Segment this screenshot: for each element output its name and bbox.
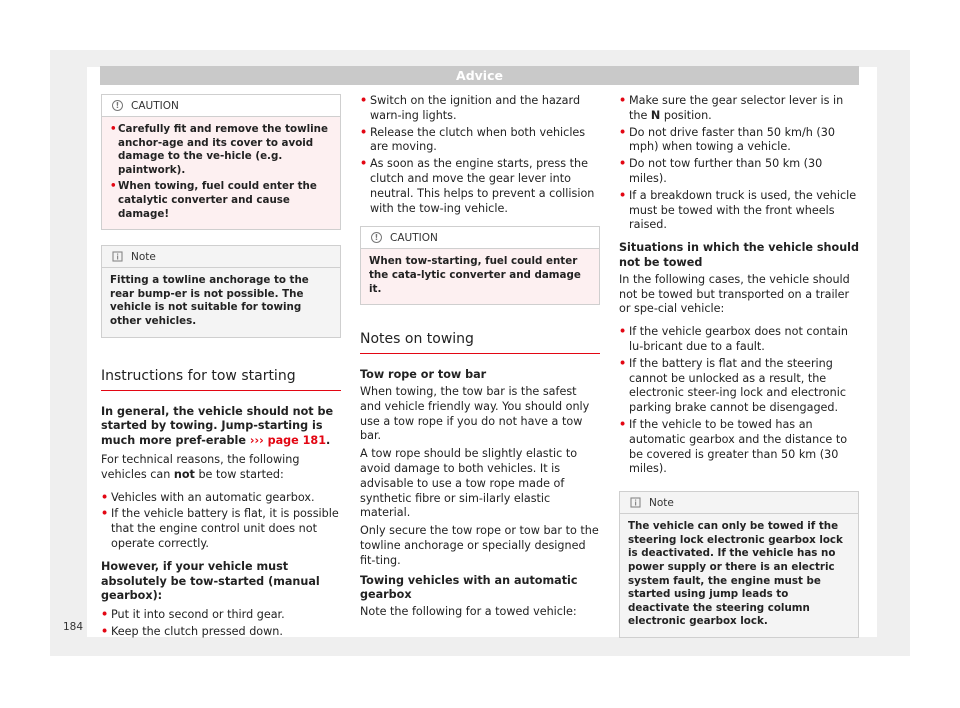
- subheading: Tow rope or tow bar: [360, 368, 487, 382]
- paragraph: When towing, the tow bar is the safest and vehicle friendly way. You should only use a tow rope if you do not have a tow bar.: [360, 384, 590, 443]
- caution-label: CAUTION: [390, 231, 438, 244]
- list-item: • If the vehicle gearbox does not contain lu-bricant due to a fault.: [619, 325, 859, 355]
- caution-label: CAUTION: [131, 99, 179, 112]
- list-item: • Vehicles with an automatic gearbox.: [101, 491, 341, 506]
- list-item: • If a breakdown truck is used, the vehicle must be towed with the front wheels raised.: [619, 189, 859, 233]
- page-header: Advice: [100, 66, 859, 85]
- list-item: • Switch on the ignition and the hazard warn-ing lights.: [360, 94, 600, 124]
- caution-body: [102, 117, 340, 229]
- note-box: [619, 491, 859, 638]
- subheading: Situations in which the vehicle should not be towed: [619, 241, 860, 269]
- tech-paragraph: [101, 453, 341, 483]
- note-header: [620, 492, 858, 514]
- list-item: • As soon as the engine starts, press the clutch and move the gear lever into neutral. This helps to prevent a collision with the tow-ing vehicle.: [360, 157, 600, 216]
- paragraph: Note the following for a towed vehicle:: [360, 605, 577, 619]
- list-item: • Put it into second or third gear.: [101, 608, 341, 623]
- note-label: Note: [649, 496, 674, 509]
- caution-body: [361, 249, 599, 304]
- list-item: • Do not drive faster than 50 km/h (30 mph) when towing a vehicle.: [619, 126, 859, 156]
- note-box: [101, 245, 341, 337]
- list-item: • Keep the clutch pressed down.: [101, 625, 341, 640]
- caution-item: • Carefully fit and remove the towline anchor-age and its cover to avoid damage to the ve-hicle (e.g. paintwork).: [110, 123, 332, 177]
- section-title: Instructions for tow starting: [101, 368, 341, 391]
- caution-header: [102, 95, 340, 117]
- note-icon: [112, 251, 123, 262]
- intro-end: .: [326, 434, 331, 448]
- gear-n: N: [650, 108, 661, 122]
- tech-not: not: [173, 467, 195, 481]
- caution-box: [360, 226, 600, 305]
- list-text: Make sure the gear selector lever is in the: [629, 94, 844, 122]
- column-1: [101, 94, 341, 640]
- caution-text: When tow-starting, fuel could enter the cata-lytic converter and damage it.: [369, 255, 581, 295]
- caution-icon: !: [112, 100, 123, 111]
- page-number: 184: [63, 621, 84, 633]
- paragraph: In the following cases, the vehicle should not be towed but transported on a trailer or spe-cial vehicle:: [619, 272, 850, 316]
- list-item: • If the battery is flat and the steering cannot be unlocked as a result, the electronic steer-ing lock and electronic parking brake cannot be disengaged.: [619, 357, 859, 416]
- list-text: position.: [660, 108, 712, 122]
- caution-icon: !: [371, 232, 382, 243]
- note-header: [102, 246, 340, 268]
- note-text: The vehicle can only be towed if the steering lock electronic gearbox lock is deactivated. If the vehicle has no power supply or there is an electric system fault, the engine must be started using jump leads to deactivate the steering column electronic gearbox lock.: [628, 520, 843, 628]
- caution-header: [361, 227, 599, 249]
- intro-paragraph: [101, 405, 341, 449]
- note-icon: [630, 497, 641, 508]
- note-body: [620, 514, 858, 637]
- note-body: [102, 268, 340, 336]
- intro-text: In general, the vehicle should not be started by towing. Jump-starting is much more pref-erable: [101, 404, 334, 448]
- paragraph: Only secure the tow rope or tow bar to the towline anchorage or specially designed fit-ting.: [360, 524, 599, 567]
- tech-text: For technical reasons, the following vehicles can: [101, 452, 300, 481]
- note-label: Note: [131, 250, 156, 263]
- paragraph: A tow rope should be slightly elastic to avoid damage to both vehicles. It is advisable to use a tow rope made of synthetic fibre or sim-ilarly elastic material.: [360, 447, 578, 520]
- caution-box: [101, 94, 341, 230]
- list-item: • If the vehicle to be towed has an automatic gearbox and the distance to be covered is greater than 50 km (30 miles).: [619, 418, 859, 477]
- subheading: Towing vehicles with an automatic gearbox: [360, 573, 578, 602]
- page-link[interactable]: ››› page 181: [249, 434, 327, 448]
- list-item: • If the vehicle battery is flat, it is possible that the engine control unit does not operate correctly.: [101, 507, 341, 551]
- list-item: [619, 94, 859, 124]
- note-text: Fitting a towline anchorage to the rear bump-er is not possible. The vehicle is not suitable for towing other vehicles.: [110, 274, 309, 327]
- list-item: • Do not tow further than 50 km (30 miles).: [619, 157, 859, 187]
- list-item: • Release the clutch when both vehicles are moving.: [360, 126, 600, 156]
- however-paragraph: However, if your vehicle must absolutely be tow-started (manual gearbox):: [101, 559, 320, 603]
- section-title: Notes on towing: [360, 331, 600, 354]
- caution-item: • When towing, fuel could enter the catalytic converter and cause damage!: [110, 180, 332, 221]
- column-3: [619, 94, 859, 638]
- tech-text: be tow started:: [194, 467, 284, 481]
- column-2: [360, 94, 600, 620]
